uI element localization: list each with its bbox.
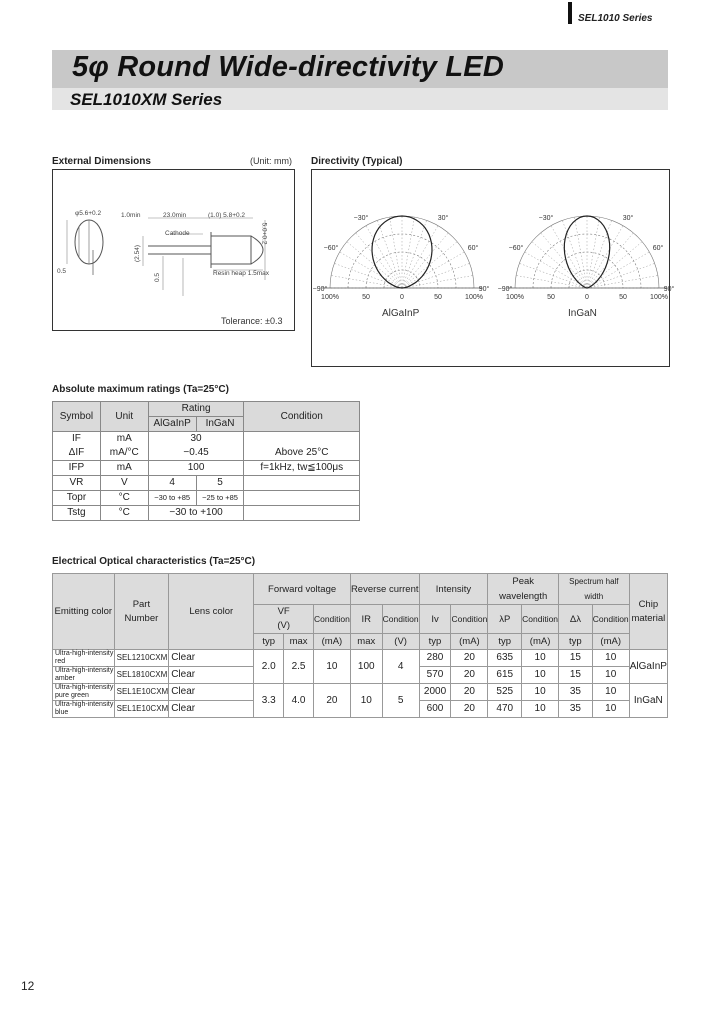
abs-head-condition: Condition [244,402,360,432]
elec-lens: Clear [169,701,254,718]
elec-head-ir: IR [350,605,382,634]
polar-spoke [402,275,473,288]
elec-dl-cond: 10 [592,701,629,718]
elec-dl-cond: 10 [592,667,629,684]
elec-vr: 5 [382,684,419,718]
table-row [53,506,360,521]
elec-lens: Clear [169,667,254,684]
polar-spoke [377,220,402,288]
elec-dl: 15 [559,650,593,667]
elec-head-part: Part Number [114,574,169,650]
scale-label: 0 [400,294,404,301]
abs-cell: −25 to +85 [196,491,244,506]
table-row [53,650,668,667]
scale-label: 100% [650,294,668,301]
table-row [53,432,360,447]
abs-cell: f=1kHz, tw≦100μs [244,461,360,476]
abs-cell [244,506,360,521]
directivity-charts [312,170,675,330]
elec-head-vf-sym: VF [277,606,290,617]
abs-heading: Absolute maximum ratings (Ta=25°C) [52,384,229,395]
abs-ratings-table [52,401,360,521]
elec-dl: 15 [559,667,593,684]
elec-head-v: (V) [382,634,419,650]
scale-label: 50 [434,294,442,301]
abs-cell: 100 [148,461,244,476]
angle-label: 90° [478,286,490,293]
elec-lp-cond: 10 [522,667,559,684]
elec-iv-cond: 20 [451,684,488,701]
dimensions-unit: (Unit: mm) [250,156,292,166]
page-title: 5φ Round Wide-directivity LED [72,51,504,83]
elec-heading: Electrical Optical characteristics (Ta=25°C) [52,556,256,567]
dim-len-58: (1.0) 5.8+0.2 [208,212,246,219]
scale-label: 50 [619,294,627,301]
angle-label: −30° [353,215,369,222]
elec-head-cond: Condition [451,605,488,634]
abs-cell: V [100,476,148,491]
elec-iv-cond: 20 [451,667,488,684]
elec-head-ma: (mA) [313,634,350,650]
dim-lead: 0.5 [154,272,162,283]
elec-head-intensity: Intensity [419,574,488,605]
abs-head-unit: Unit [100,402,148,432]
scale-label: 100% [506,294,524,301]
elec-head-cond: Condition [382,605,419,634]
polar-spoke [402,220,427,288]
elec-head-typ: typ [488,634,522,650]
scale-label: 0 [585,294,589,301]
abs-cell: Above 25°C [244,446,360,461]
dim-cathode: Cathode [165,230,190,237]
elec-head-typ: typ [559,634,593,650]
polar-spoke [516,275,587,288]
abs-cell [244,476,360,491]
elec-ir: 10 [350,684,382,718]
elec-vf-if: 20 [313,684,350,718]
scale-label: 100% [465,294,483,301]
abs-head-symbol: Symbol [53,402,101,432]
elec-vf-typ: 2.0 [254,650,284,684]
page-number: 12 [21,979,35,993]
elec-lp-cond: 10 [522,650,559,667]
elec-emit: Ultra-high-intensity pure green [53,684,115,701]
elec-part: SEL1E10CXM [114,701,169,718]
abs-cell: Topr [53,491,101,506]
angle-label: −60° [508,245,524,252]
scale-label: 50 [362,294,370,301]
elec-head-lens: Lens color [169,574,254,650]
dimensions-heading: External Dimensions [52,156,151,167]
dim-resin: Resin heap 1.5max [213,270,270,277]
abs-cell: −30 to +100 [148,506,244,521]
abs-head-rating: Rating [148,402,244,417]
angle-label: −60° [323,245,339,252]
abs-cell: −30 to +85 [148,491,196,506]
elec-head-chip: Chip material [629,574,667,650]
angle-label: 90° [663,286,675,293]
dim-tolerance: Tolerance: ±0.3 [221,316,283,326]
elec-lp: 525 [488,684,522,701]
chart-label-algainp: AlGaInP [382,308,420,319]
angle-label: −90° [312,286,328,293]
elec-head-rc: Reverse current [350,574,419,605]
elec-emit: Ultra-high-intensity blue [53,701,115,718]
elec-emit: Ultra-high-intensity red [53,650,115,667]
elec-head-vf [254,605,314,634]
polar-spoke [519,263,587,288]
dimensions-box [52,169,295,331]
abs-cell [244,432,360,447]
elec-head-pw: Peak wavelength [488,574,559,605]
elec-head-typ: typ [254,634,284,650]
angle-label: 30° [622,215,634,222]
polar-spoke [331,275,402,288]
electrical-table [52,573,668,718]
dim-diameter: φ5.6+0.2 [75,210,102,217]
polar-spoke [587,217,600,288]
scale-label: 100% [321,294,339,301]
abs-cell: IFP [53,461,101,476]
table-row [53,476,360,491]
elec-head-fv: Forward voltage [254,574,351,605]
elec-vr: 4 [382,650,419,684]
elec-dl: 35 [559,684,593,701]
angle-label: 60° [652,245,664,252]
abs-cell: IF [53,432,101,447]
abs-cell: mA [100,432,148,447]
elec-lp: 615 [488,667,522,684]
table-row [53,684,668,701]
abs-cell: 30 [148,432,244,447]
elec-lp-cond: 10 [522,701,559,718]
dim-sq: 0.5 [57,268,67,275]
elec-chip: AlGaInP [629,650,667,684]
chart-label-ingan: InGaN [568,308,597,319]
abs-head-algainp: AlGaInP [148,417,196,432]
elec-head-iv: Iv [419,605,451,634]
elec-lens: Clear [169,684,254,701]
polar-spoke [587,275,658,288]
dimension-drawing [53,170,294,330]
angle-label: −90° [497,286,513,293]
elec-head-ma: (mA) [522,634,559,650]
elec-vf-if: 10 [313,650,350,684]
directivity-box [311,169,675,367]
elec-dl-cond: 10 [592,684,629,701]
abs-cell: mA/°C [100,446,148,461]
elec-head-emitting: Emitting color [53,574,115,650]
abs-cell: ΔIF [53,446,101,461]
elec-lens: Clear [169,650,254,667]
directivity-heading: Directivity (Typical) [311,156,403,167]
elec-ir: 100 [350,650,382,684]
elec-head-ma: (mA) [451,634,488,650]
table-row [53,461,360,476]
elec-vf-max: 2.5 [284,650,314,684]
elec-chip: InGaN [629,684,667,718]
dim-pitch: (2.54) [133,245,141,262]
table-row [53,446,360,461]
abs-cell: VR [53,476,101,491]
abs-cell: mA [100,461,148,476]
elec-head-max: max [284,634,314,650]
polar-spoke [389,217,402,288]
elec-head-ma: (mA) [592,634,629,650]
dim-side: 5.0+0.2 [260,222,268,245]
polar-spoke [574,217,587,288]
abs-cell: 5 [196,476,244,491]
table-row [53,491,360,506]
angle-label: 30° [437,215,449,222]
elec-lp: 635 [488,650,522,667]
dim-len-23: 23.0min [163,212,187,219]
elec-iv-cond: 20 [451,650,488,667]
elec-head-vf-unit: (V) [277,620,290,631]
elec-part: SEL1810CXM [114,667,169,684]
elec-head-cond: Condition [313,605,350,634]
elec-dl-cond: 10 [592,650,629,667]
elec-part: SEL1E10CXM [114,684,169,701]
elec-head-dl: Δλ [559,605,593,634]
scale-label: 50 [547,294,555,301]
abs-cell: °C [100,491,148,506]
abs-cell [244,491,360,506]
abs-cell: −0.45 [148,446,244,461]
elec-part: SEL1210CXM [114,650,169,667]
elec-iv-cond: 20 [451,701,488,718]
elec-head-typ: typ [419,634,451,650]
angle-label: 60° [467,245,479,252]
elec-head-cond: Condition [592,605,629,634]
elec-head-lp: λP [488,605,522,634]
elec-lp: 470 [488,701,522,718]
elec-lp-cond: 10 [522,684,559,701]
angle-label: −30° [538,215,554,222]
elec-iv: 570 [419,667,451,684]
abs-cell: °C [100,506,148,521]
abs-head-ingan: InGaN [196,417,244,432]
elec-vf-typ: 3.3 [254,684,284,718]
series-mark [568,2,572,24]
dim-len-min: 1.0min [121,212,141,219]
elec-iv: 280 [419,650,451,667]
elec-iv: 600 [419,701,451,718]
abs-cell: 4 [148,476,196,491]
polar-spoke [402,217,415,288]
elec-vf-max: 4.0 [284,684,314,718]
page-subtitle: SEL1010XM Series [70,90,223,109]
elec-emit: Ultra-high-intensity amber [53,667,115,684]
elec-iv: 2000 [419,684,451,701]
series-tag: SEL1010 Series [578,13,653,24]
elec-head-max: max [350,634,382,650]
elec-dl: 35 [559,701,593,718]
abs-cell: Tstg [53,506,101,521]
polar-spoke [587,263,655,288]
elec-head-shw: Spectrum half width [559,574,630,605]
elec-head-cond: Condition [522,605,559,634]
